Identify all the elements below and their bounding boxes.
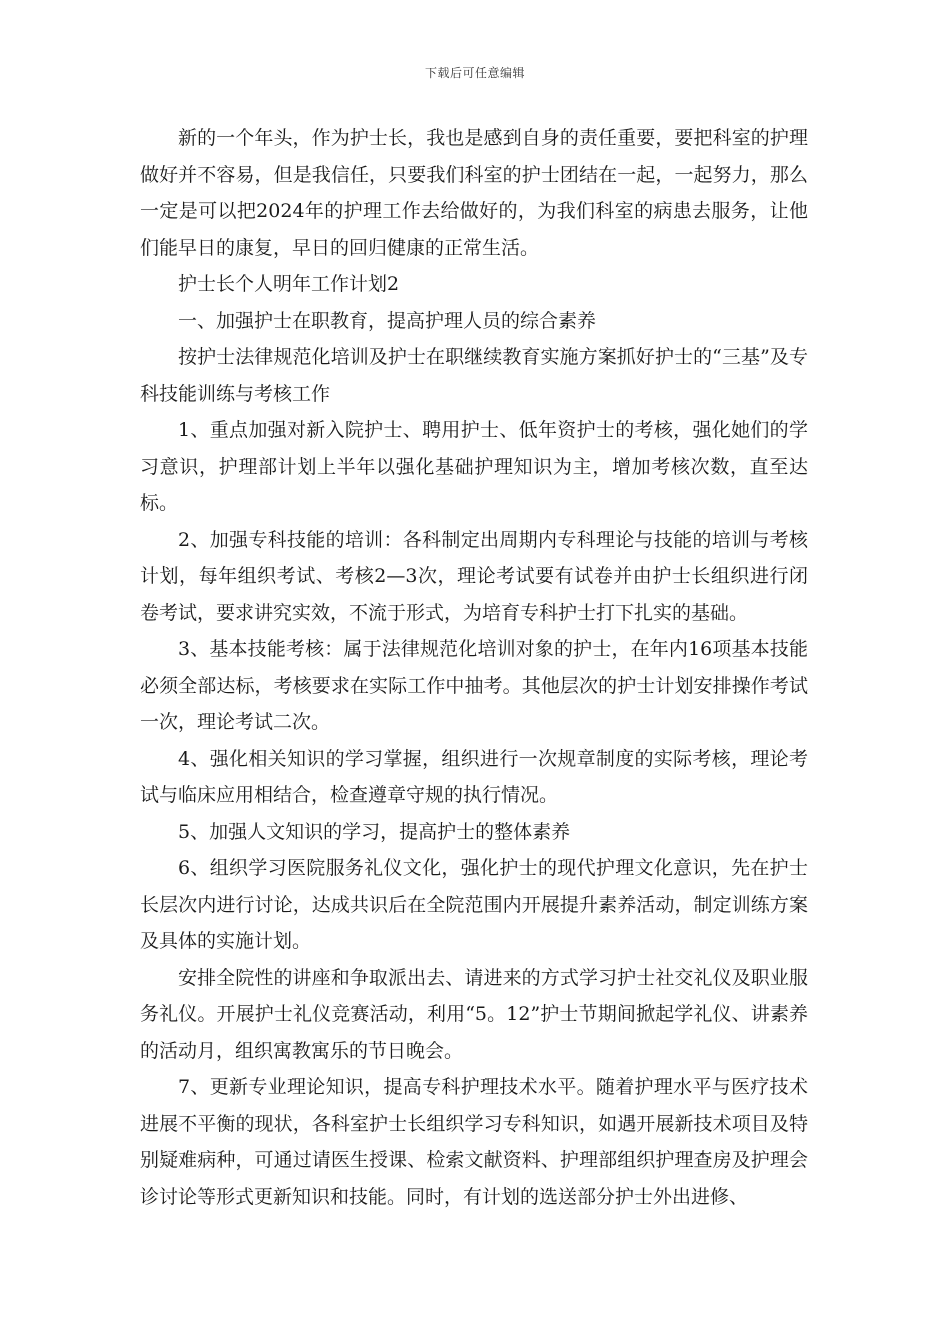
document-body xyxy=(140,120,808,1215)
paragraph: 1、重点加强对新入院护士、聘用护士、低年资护士的考核，强化她们的学习意识，护理部计划上半年以强化基础护理知识为主，增加考核次数，直至达标。 xyxy=(140,419,808,514)
paragraph: 6、组织学习医院服务礼仪文化，强化护士的现代护理文化意识，先在护士长层次内进行讨论，达成共识后在全院范围内开展提升素养活动，制定训练方案及具体的实施计划。 xyxy=(140,857,808,952)
paragraph: 新的一个年头，作为护士长，我也是感到自身的责任重要，要把科室的护理做好并不容易，但是我信任，只要我们科室的护士团结在一起，一起努力，那么一定是可以把2024年的护理工作去给做好的，为我们科室的病患去服务，让他们能早日的康复，早日的回归健康的正常生活。 xyxy=(140,127,808,259)
paragraph: 4、强化相关知识的学习掌握，组织进行一次规章制度的实际考核，理论考试与临床应用相结合，检查遵章守规的执行情况。 xyxy=(140,747,808,806)
paragraph: 5、加强人文知识的学习，提高护士的整体素养 xyxy=(178,820,571,843)
section-heading: 一、加强护士在职教育，提高护理人员的综合素养 xyxy=(178,309,597,332)
page-header: 下载后可任意编辑 xyxy=(424,66,525,80)
paragraph: 7、更新专业理论知识，提高专科护理技术水平。随着护理水平与医疗技术进展不平衡的现状，各科室护士长组织学习专科知识，如遇开展新技术项目及特别疑难病种，可通过请医生授课、检索文献资料、护理部组织护理查房及护理会诊讨论等形式更新知识和技能。同时，有计划的选送部分护士外出进修、 xyxy=(140,1076,808,1208)
paragraph: 按护士法律规范化培训及护士在职继续教育实施方案抓好护士的“三基”及专科技能训练与考核工作 xyxy=(140,346,808,405)
section-heading: 护士长个人明年工作计划2 xyxy=(178,273,400,295)
paragraph: 安排全院性的讲座和争取派出去、请进来的方式学习护士社交礼仪及职业服务礼仪。开展护士礼仪竞赛活动，利用“5。12”护士节期间掀起学礼仪、讲素养的活动月，组织寓教寓乐的节日晚会。 xyxy=(140,966,808,1062)
paragraph: 2、加强专科技能的培训：各科制定出周期内专科理论与技能的培训与考核计划，每年组织考试、考核2—3次，理论考试要有试卷并由护士长组织进行闭卷考试，要求讲究实效，不流于形式，为培育专科护士打下扎实的基础。 xyxy=(140,528,808,624)
paragraph: 3、基本技能考核：属于法律规范化培训对象的护士，在年内16项基本技能必须全部达标，考核要求在实际工作中抽考。其他层次的护士计划安排操作考试一次，理论考试二次。 xyxy=(140,638,808,733)
